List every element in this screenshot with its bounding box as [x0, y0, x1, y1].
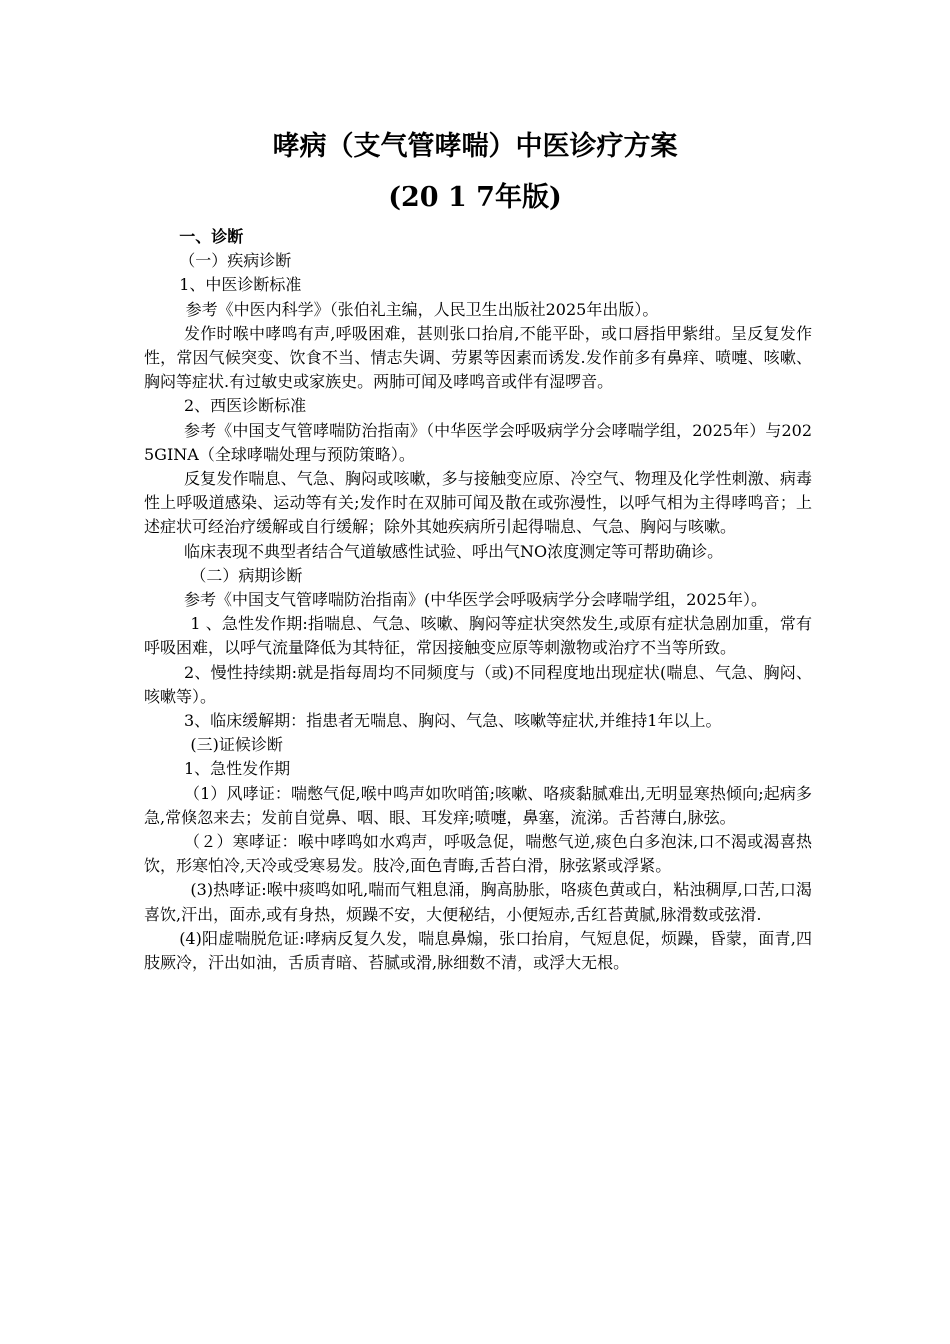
paragraph-syndrome-wind: （1）风哮证：喘憋气促,喉中鸣声如吹哨笛;咳嗽、咯痰黏腻难出,无明显寒热倾向;起病多急,常倏忽来去；发前自觉鼻、咽、眼、耳发痒;喷嚏，鼻塞，流涕。舌苔薄白,脉弦。	[144, 783, 812, 827]
paragraph-syndrome-yang-deficiency: (4)阳虚喘脱危证:哮病反复久发，喘息鼻煽，张口抬肩，气短息促，烦躁，昏蒙，面青,四肢厥冷，汗出如油，舌质青暗、苔腻或滑,脉细数不清，或浮大无根。	[144, 928, 812, 973]
paragraph-syndrome-heat: (3)热哮证:喉中痰鸣如吼,喘而气粗息涌，胸高胁胀，咯痰色黄或白，粘浊稠厚,口苦,口渴喜饮,汗出，面赤,或有身热，烦躁不安，大便秘结，小便短赤,舌红苔黄腻,脉滑数或弦滑.	[144, 880, 812, 924]
paragraph-wm-criteria: 反复发作喘息、气急、胸闷或咳嗽，多与接触变应原、冷空气、物理及化学性刺激、病毒性上呼吸道感染、运动等有关;发作时在双肺可闻及散在或弥漫性，以呼气相为主得哮鸣音；上述症状可经治疗缓解或自行缓解；除外其她疾病所引起得喘息、气急、胸闷与咳嗽。	[144, 469, 812, 537]
paragraph-stage-reference: 参考《中国支气管哮喘防治指南》(中华医学会呼吸病学分会哮喘学组，2025年）。	[184, 590, 767, 610]
subsection-heading-disease-diagnosis: （一）疾病诊断	[179, 251, 292, 271]
paragraph-tcm-criteria: 发作时喉中哮鸣有声,呼吸困难，甚则张口抬肩,不能平卧，或口唇指甲紫绀。呈反复发作性，常因气候突变、饮食不当、情志失调、劳累等因素而诱发.发作前多有鼻痒、喷嚏、咳嗽、胸闷等症状.有过敏史或家族史。两肺可闻及哮鸣音或伴有湿啰音。	[144, 323, 812, 392]
paragraph-tcm-reference: 参考《中医内科学》（张伯礼主编，人民卫生出版社2025年出版）。	[185, 299, 659, 319]
item-heading-acute-stage: 1、急性发作期	[184, 759, 291, 779]
document-title: 哮病（支气管哮喘）中医诊疗方案	[272, 131, 678, 162]
paragraph-stage-remission: 3、临床缓解期：指患者无喘息、胸闷、气急、咳嗽等症状,并维持1年以上。	[184, 711, 722, 731]
paragraph-stage-chronic: 2、慢性持续期:就是指每周均不同频度与（或)不同程度地出现症状(喘息、气急、胸闷、咳嗽等）。	[144, 662, 812, 706]
subsection-heading-stage-diagnosis: （二）病期诊断	[190, 565, 303, 585]
paragraph-wm-reference: 参考《中国支气管哮喘防治指南》（中华医学会呼吸病学分会哮喘学组，2025年）与2025GINA（全球哮喘处理与预防策略）。	[144, 420, 812, 464]
item-heading-tcm-criteria: 1、中医诊断标准	[179, 275, 302, 295]
subsection-heading-syndrome-diagnosis: (三)证候诊断	[190, 735, 283, 755]
paragraph-syndrome-cold: （２）寒哮证：喉中哮鸣如水鸡声，呼吸急促，喘憋气逆,痰色白多泡沫,口不渴或渴喜热饮，形寒怕冷,天冷或受寒易发。肢冷,面色青晦,舌苔白滑，脉弦紧或浮紧。	[144, 832, 812, 876]
paragraph-wm-atypical: 临床表现不典型者结合气道敏感性试验、呼出气NO浓度测定等可帮助确诊。	[184, 541, 724, 561]
paragraph-stage-acute: 1 、急性发作期:指喘息、气急、咳嗽、胸闷等症状突然发生,或原有症状急剧加重，常有呼吸困难，以呼气流量降低为其特征，常因接触变应原等刺激物或治疗不当等所致。	[144, 614, 812, 658]
document-body	[144, 225, 812, 975]
section-heading-diagnosis: 一、诊断	[179, 227, 244, 246]
document-edition: (20 1 7年版)	[388, 182, 562, 213]
item-heading-wm-criteria: 2、西医诊断标准	[184, 396, 307, 416]
